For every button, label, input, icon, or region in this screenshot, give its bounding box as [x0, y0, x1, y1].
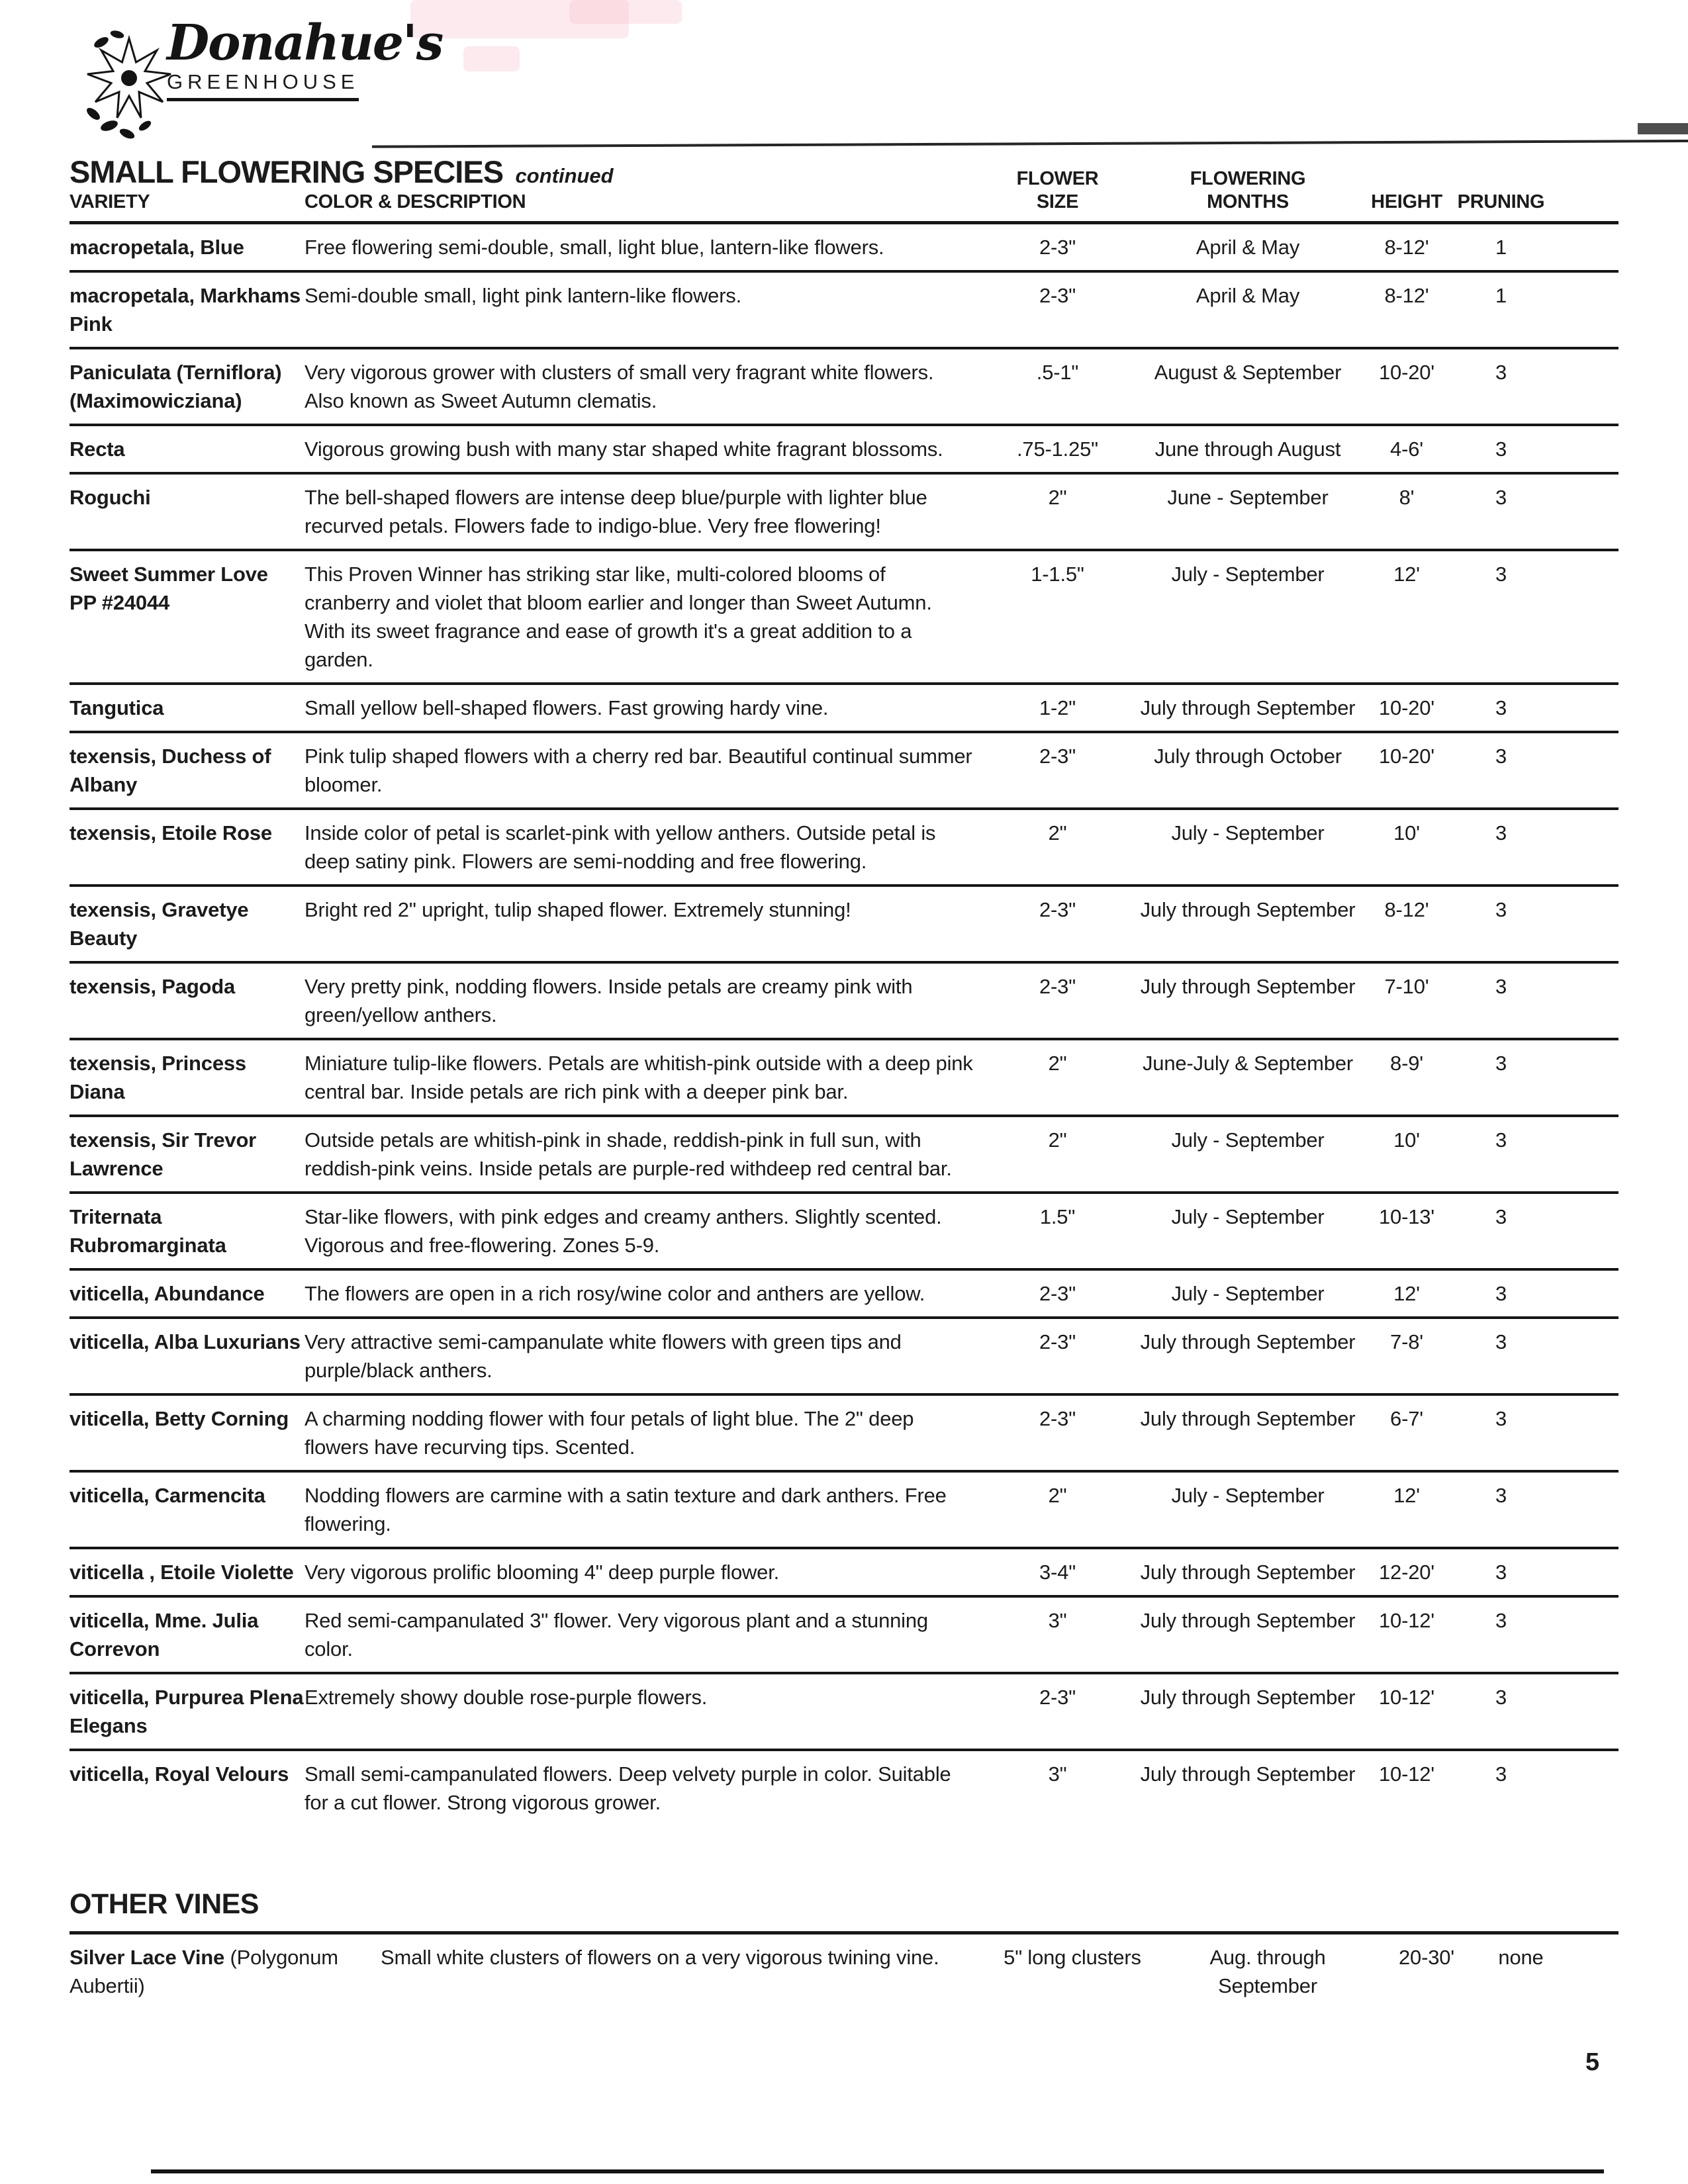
height-cell: 12-20'	[1378, 1561, 1434, 1584]
table-row	[70, 551, 1618, 685]
pruning-cell: 3	[1495, 898, 1507, 921]
flowering-months-cell: July - September	[1171, 1128, 1325, 1152]
flowering-months-cell: August & September	[1154, 361, 1342, 384]
pruning-cell: 3	[1495, 1330, 1507, 1353]
flowering-months-cell: April & May	[1196, 236, 1300, 259]
description-cell: Very vigorous grower with clusters of small very fragrant white flowers. Also known as Sweet Autumn clematis.	[305, 361, 934, 412]
description-cell: Extremely showy double rose-purple flowers.	[305, 1686, 708, 1709]
description-cell: Semi-double small, light pink lantern-like flowers.	[305, 284, 742, 307]
flower-size-cell: 3"	[1048, 1762, 1067, 1786]
flowering-months-cell: July - September	[1171, 1484, 1325, 1507]
section-title: SMALL FLOWERING SPECIES	[70, 154, 504, 189]
flower-size-cell: 2-3"	[1039, 236, 1076, 259]
bottom-rule	[151, 2169, 1604, 2173]
flower-size-cell: 2-3"	[1039, 745, 1076, 768]
table-row	[70, 224, 1618, 273]
col-header-pruning: PRUNING	[1457, 191, 1545, 212]
description-cell: Nodding flowers are carmine with a satin texture and dark anthers. Free flowering.	[305, 1484, 947, 1535]
height-cell: 10'	[1393, 821, 1420, 844]
variety-name: viticella, Royal Velours	[70, 1762, 289, 1786]
pruning-cell: 3	[1495, 1128, 1507, 1152]
pruning-cell: 3	[1495, 1282, 1507, 1305]
logo-text	[167, 17, 442, 101]
table-row	[70, 1117, 1618, 1194]
variety-cell	[70, 1606, 305, 1663]
variety-cell	[70, 742, 305, 799]
flower-size-cell: 2-3"	[1039, 898, 1076, 921]
variety-cell	[70, 358, 305, 415]
flower-size-cell: 2-3"	[1039, 1407, 1076, 1430]
pruning-cell: 3	[1495, 563, 1507, 586]
description-cell: Small yellow bell-shaped flowers. Fast growing hardy vine.	[305, 696, 829, 719]
pruning-cell: 3	[1495, 745, 1507, 768]
description-cell: Outside petals are whitish-pink in shade, reddish-pink in full sun, with reddish-pink veins. Inside petals are purple-red withdeep red central bar.	[305, 1128, 952, 1180]
flowering-months-cell: July - September	[1171, 1205, 1325, 1228]
flowering-months-cell: April & May	[1196, 284, 1300, 307]
section-title-suffix: continued	[515, 164, 614, 187]
variety-cell	[70, 435, 305, 463]
col-header-flowering: FLOWERING	[1190, 168, 1306, 189]
table-row	[70, 426, 1618, 475]
description-cell: A charming nodding flower with four petals of light blue. The 2" deep flowers have recurving tips. Scented.	[305, 1407, 914, 1459]
flowering-months-cell: July through September	[1140, 1609, 1356, 1632]
variety-name-line2: PP #24044	[70, 591, 170, 614]
variety-cell	[70, 1683, 305, 1740]
col-header-flower: FLOWER	[1016, 168, 1099, 189]
flower-size-cell: 5" long clusters	[1004, 1946, 1141, 1969]
table-row	[70, 1934, 1618, 2009]
variety-cell	[70, 233, 305, 261]
variety-name: texensis, Pagoda	[70, 975, 236, 998]
height-cell: 10-13'	[1378, 1205, 1434, 1228]
col-header-description: COLOR & DESCRIPTION	[305, 191, 526, 212]
col-header-size: SIZE	[1036, 191, 1079, 212]
variety-cell	[70, 1558, 305, 1586]
table-row	[70, 1598, 1618, 1674]
flowering-months-cell: July through September	[1140, 975, 1356, 998]
variety-name: viticella, Betty Corning	[70, 1407, 289, 1430]
species-table	[70, 221, 1618, 1825]
flowering-months-cell: July through September	[1140, 1686, 1356, 1709]
flower-size-cell: 2-3"	[1039, 1282, 1076, 1305]
flowering-months-cell: Aug. through September	[1209, 1946, 1326, 1997]
variety-name: texensis, Duchess of Albany	[70, 745, 271, 796]
variety-cell	[70, 560, 305, 674]
variety-cell	[70, 694, 305, 722]
height-cell: 10-12'	[1378, 1762, 1434, 1786]
flowering-months-cell: July through September	[1140, 1407, 1356, 1430]
height-cell: 12'	[1393, 1484, 1420, 1507]
pruning-cell: 3	[1495, 486, 1507, 509]
description-cell: Miniature tulip-like flowers. Petals are whitish-pink outside with a deep pink central bar. Inside petals are rich pink with a deeper pink bar.	[305, 1052, 973, 1103]
height-cell: 7-8'	[1390, 1330, 1423, 1353]
pruning-cell: 3	[1495, 437, 1507, 461]
variety-name: viticella, Purpurea Plena Elegans	[70, 1686, 304, 1737]
description-cell: Small white clusters of flowers on a very vigorous twining vine.	[381, 1946, 939, 1969]
variety-name: viticella, Carmencita	[70, 1484, 265, 1507]
height-cell: 8'	[1399, 486, 1415, 509]
variety-name: texensis, Etoile Rose	[70, 821, 272, 844]
flowering-months-cell: July - September	[1171, 1282, 1325, 1305]
flower-size-cell: 2"	[1048, 1052, 1067, 1075]
variety-name-line2: (Maximowicziana)	[70, 389, 242, 412]
height-cell: 8-12'	[1384, 236, 1429, 259]
description-cell: Vigorous growing bush with many star shaped white fragrant blossoms.	[305, 437, 943, 461]
table-row	[70, 964, 1618, 1040]
col-header-months: MONTHS	[1207, 191, 1289, 212]
variety-botanical-name: (Polygonum Aubertii)	[70, 1946, 338, 1997]
variety-cell	[70, 1760, 305, 1817]
variety-name: Tangutica	[70, 696, 164, 719]
variety-name: Roguchi	[70, 486, 151, 509]
flowering-months-cell: July through September	[1140, 1561, 1356, 1584]
pruning-cell: 3	[1495, 696, 1507, 719]
pruning-cell: 3	[1495, 821, 1507, 844]
logo-name: Donahue's	[167, 15, 443, 71]
flower-size-cell: 2"	[1048, 1128, 1067, 1152]
page-content	[70, 154, 1618, 2009]
flowering-months-cell: June through August	[1154, 437, 1341, 461]
flower-size-cell: 2"	[1048, 486, 1067, 509]
flowering-months-cell: July through September	[1140, 1762, 1356, 1786]
height-cell: 10-20'	[1378, 696, 1434, 719]
table-row	[70, 810, 1618, 887]
pruning-cell: 1	[1495, 236, 1507, 259]
flowering-months-cell: July - September	[1171, 821, 1325, 844]
table-row	[70, 887, 1618, 964]
variety-cell	[70, 972, 305, 1029]
table-row	[70, 1040, 1618, 1117]
description-cell: The flowers are open in a rich rosy/wine color and anthers are yellow.	[305, 1282, 925, 1305]
pruning-cell: 3	[1495, 1484, 1507, 1507]
variety-name: viticella, Mme. Julia Correvon	[70, 1609, 259, 1661]
pruning-cell: 3	[1495, 1686, 1507, 1709]
flowering-months-cell: July through September	[1140, 1330, 1356, 1353]
flower-size-cell: .5-1"	[1036, 361, 1079, 384]
section-header-line1	[70, 154, 1618, 190]
variety-name: viticella , Etoile Violette	[70, 1561, 294, 1584]
height-cell: 10-20'	[1378, 745, 1434, 768]
height-cell: 6-7'	[1390, 1407, 1423, 1430]
height-cell: 10-20'	[1378, 361, 1434, 384]
variety-cell	[70, 281, 305, 338]
height-cell: 4-6'	[1390, 437, 1423, 461]
flower-size-cell: 2"	[1048, 1484, 1067, 1507]
pruning-cell: 3	[1495, 975, 1507, 998]
col-header-height: HEIGHT	[1371, 191, 1442, 212]
flower-size-cell: 2-3"	[1039, 1686, 1076, 1709]
height-cell: 10'	[1393, 1128, 1420, 1152]
variety-cell	[70, 1404, 305, 1461]
other-vines-section	[70, 1888, 1618, 2009]
height-cell: 12'	[1393, 1282, 1420, 1305]
scan-smudge	[569, 0, 682, 24]
height-cell: 8-12'	[1384, 898, 1429, 921]
variety-cell	[70, 1203, 305, 1259]
table-row	[70, 1396, 1618, 1473]
flower-size-cell: 2"	[1048, 821, 1067, 844]
variety-name: Paniculata (Terniflora)	[70, 361, 282, 384]
page-number: 5	[1585, 2048, 1600, 2076]
variety-cell	[70, 1279, 305, 1308]
flowering-months-cell: July through September	[1140, 898, 1356, 921]
variety-cell	[70, 483, 305, 540]
scan-edge-mark	[1638, 123, 1688, 134]
description-cell: Very vigorous prolific blooming 4" deep purple flower.	[305, 1561, 780, 1584]
flower-size-cell: 1-2"	[1039, 696, 1076, 719]
description-cell: This Proven Winner has striking star like, multi-colored blooms of cranberry and violet that bloom earlier and longer than Sweet Autumn. With its sweet fragrance and ease of growth it's a great addition to a garden.	[305, 563, 932, 671]
pruning-cell: 1	[1495, 284, 1507, 307]
flower-size-cell: 3"	[1048, 1609, 1067, 1632]
pruning-cell: 3	[1495, 1205, 1507, 1228]
table-row	[70, 1271, 1618, 1319]
flower-size-cell: 1.5"	[1039, 1205, 1076, 1228]
flower-size-cell: 1-1.5"	[1031, 563, 1084, 586]
height-cell: 7-10'	[1384, 975, 1429, 998]
flowering-months-cell: June-July & September	[1142, 1052, 1353, 1075]
variety-name: viticella, Abundance	[70, 1282, 265, 1305]
logo-subtitle: GREENHOUSE	[167, 70, 359, 101]
flowering-months-cell: July through October	[1154, 745, 1342, 768]
table-row	[70, 1674, 1618, 1751]
description-cell: The bell-shaped flowers are intense deep blue/purple with lighter blue recurved petals. Flowers fade to indigo-blue. Very free flowering!	[305, 486, 927, 537]
pruning-cell: none	[1498, 1946, 1544, 1969]
table-row	[70, 475, 1618, 551]
variety-cell	[70, 1328, 305, 1385]
table-row	[70, 1549, 1618, 1598]
variety-cell	[70, 1943, 381, 2000]
pruning-cell: 3	[1495, 361, 1507, 384]
pruning-cell: 3	[1495, 1561, 1507, 1584]
variety-name: viticella, Alba Luxurians	[70, 1330, 301, 1353]
height-cell: 12'	[1393, 563, 1420, 586]
description-cell: Very pretty pink, nodding flowers. Inside petals are creamy pink with green/yellow anthers.	[305, 975, 913, 1026]
col-header-variety: VARIETY	[70, 191, 150, 212]
description-cell: Bright red 2" upright, tulip shaped flower. Extremely stunning!	[305, 898, 851, 921]
description-cell: Pink tulip shaped flowers with a cherry red bar. Beautiful continual summer bloomer.	[305, 745, 972, 796]
logo	[79, 15, 443, 149]
height-cell: 8-9'	[1390, 1052, 1423, 1075]
variety-name: Recta	[70, 437, 125, 461]
table-row	[70, 733, 1618, 810]
flower-size-cell: 2-3"	[1039, 284, 1076, 307]
pruning-cell: 3	[1495, 1762, 1507, 1786]
variety-name: texensis, Gravetye Beauty	[70, 898, 249, 950]
height-cell: 10-12'	[1378, 1686, 1434, 1709]
variety-name: Silver Lace Vine	[70, 1946, 225, 1969]
header-rule	[372, 140, 1688, 148]
description-cell: Free flowering semi-double, small, light blue, lantern-like flowers.	[305, 236, 884, 259]
flower-icon	[79, 26, 179, 149]
description-cell: Red semi-campanulated 3" flower. Very vigorous plant and a stunning color.	[305, 1609, 928, 1661]
pruning-cell: 3	[1495, 1052, 1507, 1075]
description-cell: Star-like flowers, with pink edges and creamy anthers. Slightly scented. Vigorous and free-flowering. Zones 5-9.	[305, 1205, 942, 1257]
table-row	[70, 1473, 1618, 1549]
flowering-months-cell: July - September	[1171, 563, 1325, 586]
table-row	[70, 685, 1618, 733]
variety-name: macropetala, Blue	[70, 236, 244, 259]
variety-name: Sweet Summer Love	[70, 563, 268, 586]
pruning-cell: 3	[1495, 1609, 1507, 1632]
flower-size-cell: 2-3"	[1039, 975, 1076, 998]
section-title-block	[70, 154, 976, 190]
other-vines-table	[70, 1931, 1618, 2009]
flower-size-cell: 2-3"	[1039, 1330, 1076, 1353]
height-cell: 8-12'	[1384, 284, 1429, 307]
other-vines-title: OTHER VINES	[70, 1888, 259, 1920]
flower-size-cell: 3-4"	[1039, 1561, 1076, 1584]
table-row	[70, 1751, 1618, 1825]
table-row	[70, 1194, 1618, 1271]
variety-cell	[70, 819, 305, 876]
table-row	[70, 273, 1618, 349]
variety-cell	[70, 1481, 305, 1538]
description-cell: Small semi-campanulated flowers. Deep velvety purple in color. Suitable for a cut flower. Strong vigorous grower.	[305, 1762, 951, 1814]
flower-size-cell: .75-1.25"	[1017, 437, 1098, 461]
variety-name: Triternata Rubromarginata	[70, 1205, 226, 1257]
variety-cell	[70, 1049, 305, 1106]
variety-name: texensis, Sir Trevor Lawrence	[70, 1128, 257, 1180]
table-row	[70, 349, 1618, 426]
variety-cell	[70, 895, 305, 952]
description-cell: Very attractive semi-campanulate white flowers with green tips and purple/black anthers.	[305, 1330, 902, 1382]
scan-smudge	[463, 46, 520, 71]
table-row	[70, 1319, 1618, 1396]
flowering-months-cell: July through September	[1140, 696, 1356, 719]
variety-name: texensis, Princess Diana	[70, 1052, 246, 1103]
pruning-cell: 3	[1495, 1407, 1507, 1430]
flowering-months-cell: June - September	[1167, 486, 1329, 509]
height-cell: 10-12'	[1378, 1609, 1434, 1632]
variety-cell	[70, 1126, 305, 1183]
variety-name: macropetala, Markhams Pink	[70, 284, 301, 336]
section-header-line2	[70, 191, 1618, 221]
description-cell: Inside color of petal is scarlet-pink with yellow anthers. Outside petal is deep satiny pink. Flowers are semi-nodding and free flowering.	[305, 821, 936, 873]
height-cell: 20-30'	[1398, 1946, 1454, 1969]
